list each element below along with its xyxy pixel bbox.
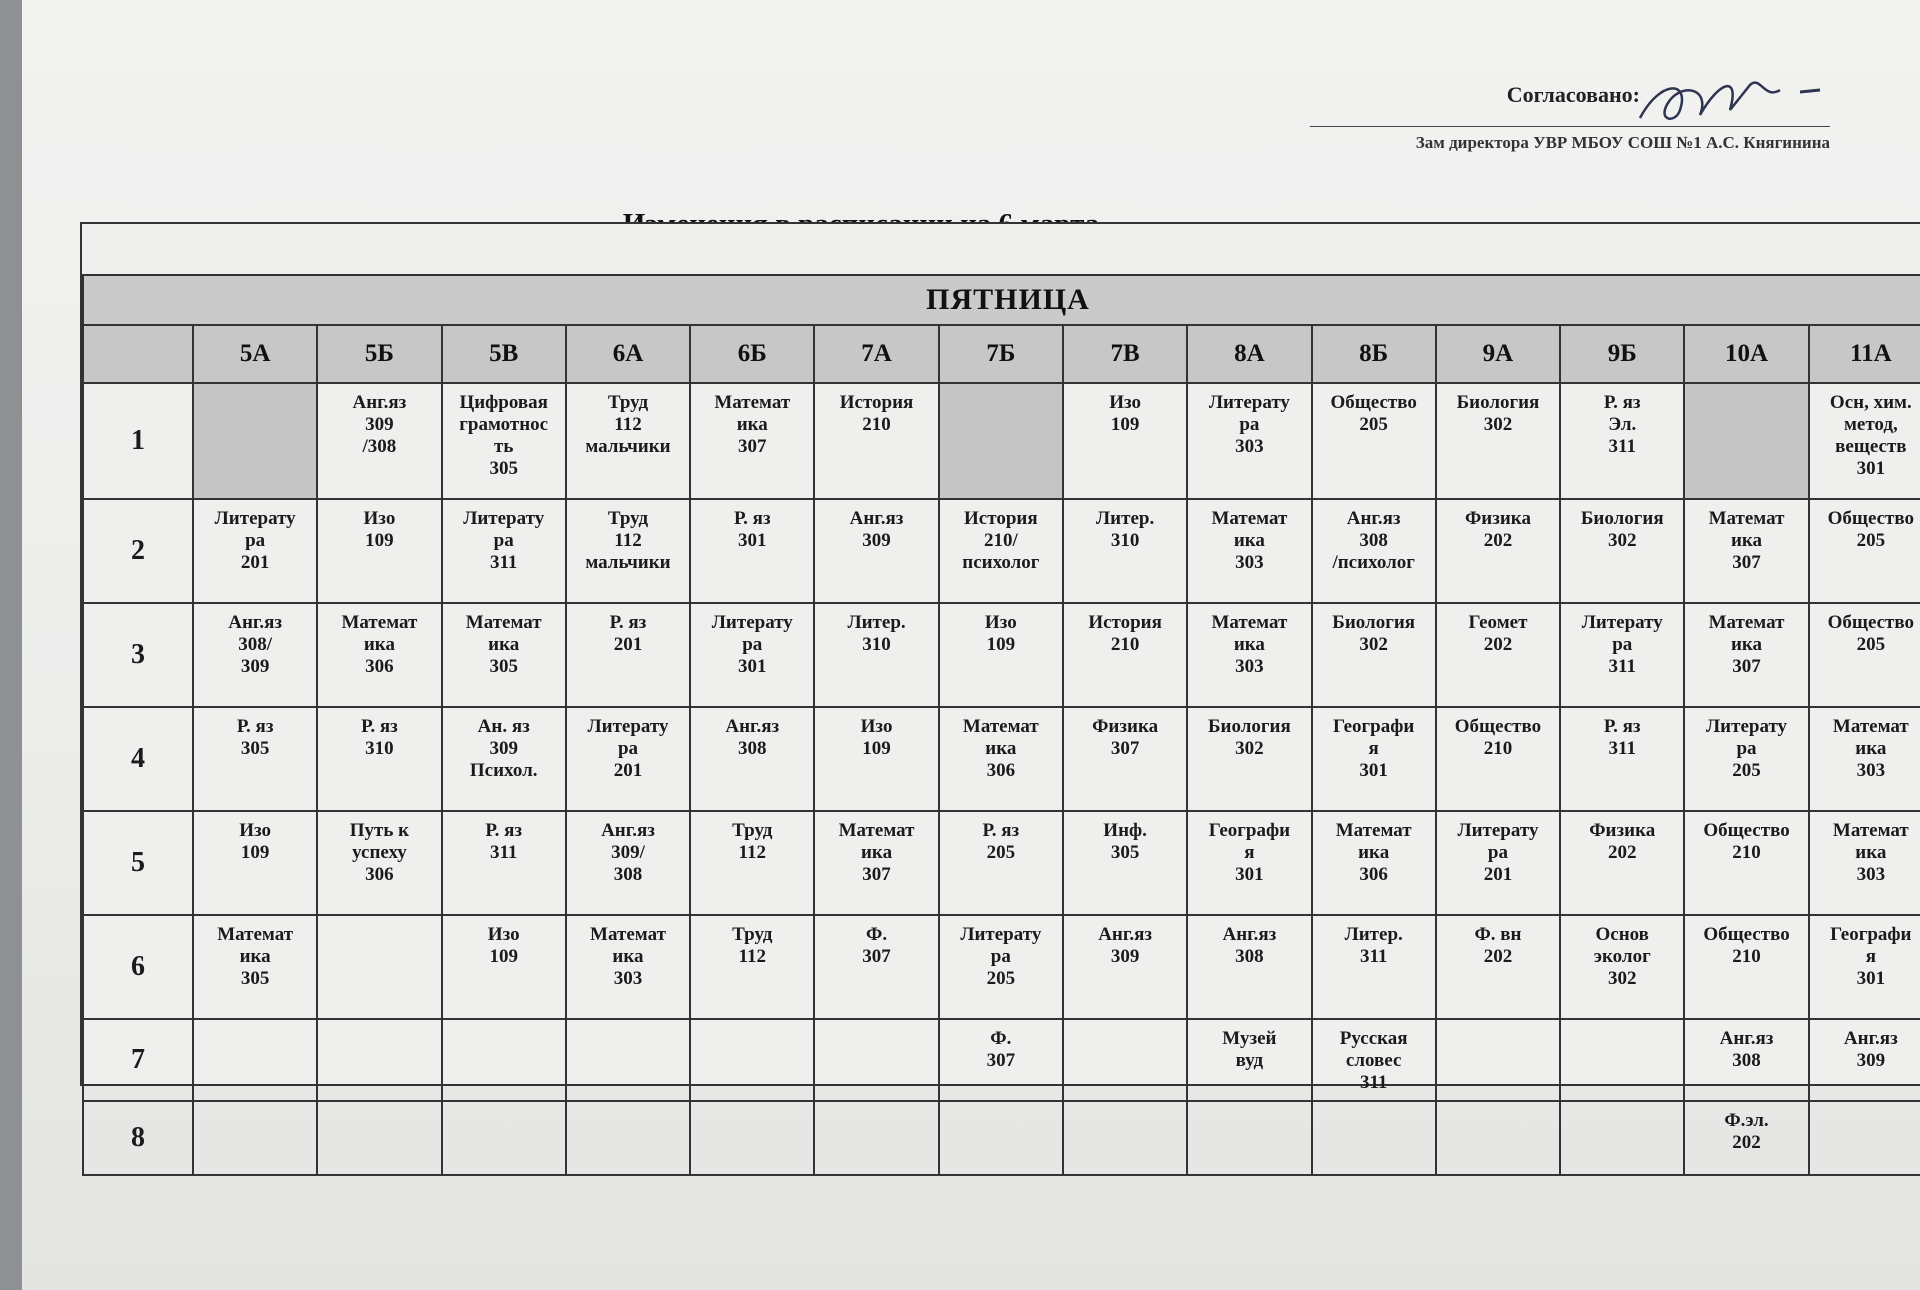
schedule-cell: Ф. 307 <box>939 1019 1063 1101</box>
schedule-table <box>82 274 1920 1176</box>
schedule-cell: Физика 307 <box>1063 707 1187 811</box>
schedule-cell: Литерату ра 205 <box>1684 707 1808 811</box>
lesson-number: 4 <box>83 707 193 811</box>
schedule-cell: Математ ика 307 <box>1684 499 1808 603</box>
schedule-cell: Анг.яз 308 <box>1187 915 1311 1019</box>
schedule-cell: Математ ика 306 <box>939 707 1063 811</box>
lesson-row <box>83 811 1920 915</box>
schedule-cell: Р. яз 305 <box>193 707 317 811</box>
schedule-cell <box>1560 1019 1684 1101</box>
schedule-cell <box>1063 1101 1187 1175</box>
lesson-number: 1 <box>83 383 193 499</box>
schedule-cell: Литерату ра 201 <box>566 707 690 811</box>
schedule-cell: Изо 109 <box>442 915 566 1019</box>
schedule-cell: Основ эколог 302 <box>1560 915 1684 1019</box>
class-header: 11А <box>1809 325 1920 383</box>
schedule-cell: Осн, хим. метод, веществ 301 <box>1809 383 1920 499</box>
signature-image <box>1630 70 1830 130</box>
schedule-cell: Анг.яз 309 /308 <box>317 383 441 499</box>
schedule-cell: Литерату ра 205 <box>939 915 1063 1019</box>
schedule-cell: Географи я 301 <box>1187 811 1311 915</box>
schedule-cell: Биология 302 <box>1187 707 1311 811</box>
schedule-cell: Р. яз 311 <box>442 811 566 915</box>
schedule-cell: Труд 112 <box>690 915 814 1019</box>
schedule-cell: Математ ика 307 <box>814 811 938 915</box>
schedule-cell: Ф.эл. 202 <box>1684 1101 1808 1175</box>
schedule-cell: Физика 202 <box>1436 499 1560 603</box>
schedule-cell <box>317 1101 441 1175</box>
schedule-cell: Труд 112 мальчики <box>566 383 690 499</box>
schedule-cell <box>814 1019 938 1101</box>
schedule-cell: Изо 109 <box>1063 383 1187 499</box>
class-header: 7А <box>814 325 938 383</box>
schedule-cell: Анг.яз 309 <box>1809 1019 1920 1101</box>
schedule-cell: Общество 205 <box>1809 603 1920 707</box>
lesson-number: 2 <box>83 499 193 603</box>
schedule-cell: Р. яз 205 <box>939 811 1063 915</box>
schedule-cell: Математ ика 303 <box>1809 707 1920 811</box>
schedule-cell <box>317 915 441 1019</box>
schedule-cell: Общество 210 <box>1436 707 1560 811</box>
schedule-cell <box>1187 1101 1311 1175</box>
schedule-cell: Изо 109 <box>814 707 938 811</box>
schedule-cell: Географи я 301 <box>1809 915 1920 1019</box>
schedule-cell: Ф. вн 202 <box>1436 915 1560 1019</box>
schedule-cell <box>193 1019 317 1101</box>
schedule-cell: Математ ика 303 <box>1187 499 1311 603</box>
class-header: 5А <box>193 325 317 383</box>
schedule-cell <box>690 1101 814 1175</box>
schedule-cell <box>566 1019 690 1101</box>
lesson-number: 8 <box>83 1101 193 1175</box>
schedule-cell: Математ ика 303 <box>1187 603 1311 707</box>
schedule-cell: Математ ика 306 <box>1312 811 1436 915</box>
schedule-cell: Биология 302 <box>1560 499 1684 603</box>
schedule-cell: Литерату ра 201 <box>1436 811 1560 915</box>
schedule-cell: Труд 112 <box>690 811 814 915</box>
approval-label: Согласовано: <box>1506 82 1640 107</box>
schedule-cell: Русская словес 311 <box>1312 1019 1436 1101</box>
schedule-cell: Литерату ра 201 <box>193 499 317 603</box>
schedule-cell: Математ ика 307 <box>690 383 814 499</box>
schedule-cell <box>1560 1101 1684 1175</box>
schedule-cell <box>1809 1101 1920 1175</box>
schedule-cell <box>1684 383 1808 499</box>
schedule-cell: Математ ика 303 <box>566 915 690 1019</box>
day-header: ПЯТНИЦА <box>83 275 1920 325</box>
class-header-row <box>83 325 1920 383</box>
schedule-cell: История 210 <box>814 383 938 499</box>
lesson-number: 3 <box>83 603 193 707</box>
schedule-cell <box>193 1101 317 1175</box>
schedule-cell: Математ ика 307 <box>1684 603 1808 707</box>
schedule-cell: Анг.яз 309 <box>814 499 938 603</box>
schedule-cell <box>1436 1101 1560 1175</box>
schedule-cell: Математ ика 303 <box>1809 811 1920 915</box>
lesson-number: 5 <box>83 811 193 915</box>
lesson-row <box>83 499 1920 603</box>
schedule-cell: Труд 112 мальчики <box>566 499 690 603</box>
schedule-cell: Р. яз 311 <box>1560 707 1684 811</box>
lesson-number: 6 <box>83 915 193 1019</box>
schedule-cell: Географи я 301 <box>1312 707 1436 811</box>
schedule-cell: Общество 205 <box>1809 499 1920 603</box>
class-header: 7Б <box>939 325 1063 383</box>
schedule-cell: Цифровая грамотнос ть 305 <box>442 383 566 499</box>
schedule-cell: Анг.яз 309 <box>1063 915 1187 1019</box>
schedule-cell: Ф. 307 <box>814 915 938 1019</box>
schedule-cell: Математ ика 306 <box>317 603 441 707</box>
schedule-cell <box>939 383 1063 499</box>
schedule-cell: Литер. 310 <box>814 603 938 707</box>
schedule-cell: Биология 302 <box>1312 603 1436 707</box>
approver-name: Зам директора УВР МБОУ СОШ №1 А.С. Княгинина <box>1415 133 1830 152</box>
class-header: 5В <box>442 325 566 383</box>
schedule-cell <box>1436 1019 1560 1101</box>
schedule-cell <box>690 1019 814 1101</box>
schedule-cell: Общество 210 <box>1684 811 1808 915</box>
schedule-cell: Геомет 202 <box>1436 603 1560 707</box>
schedule-cell: Литерату ра 303 <box>1187 383 1311 499</box>
lesson-row <box>83 1101 1920 1175</box>
schedule-cell: Математ ика 305 <box>193 915 317 1019</box>
lesson-row <box>83 1019 1920 1101</box>
schedule-cell: Ан. яз 309 Психол. <box>442 707 566 811</box>
schedule-cell: Литерату ра 311 <box>1560 603 1684 707</box>
day-row <box>83 275 1920 325</box>
schedule-cell: Р. яз 310 <box>317 707 441 811</box>
lesson-row <box>83 383 1920 499</box>
schedule-cell: Анг.яз 308/ 309 <box>193 603 317 707</box>
schedule-cell <box>317 1019 441 1101</box>
schedule-cell: Инф. 305 <box>1063 811 1187 915</box>
class-header: 9А <box>1436 325 1560 383</box>
schedule-cell: Р. яз 301 <box>690 499 814 603</box>
class-header: 10А <box>1684 325 1808 383</box>
schedule-cell: Литер. 310 <box>1063 499 1187 603</box>
paper-sheet <box>22 0 1920 1290</box>
schedule-cell <box>939 1101 1063 1175</box>
schedule-cell: Анг.яз 308 <box>1684 1019 1808 1101</box>
class-header: 5Б <box>317 325 441 383</box>
class-header: 7В <box>1063 325 1187 383</box>
schedule-cell: Изо 109 <box>317 499 441 603</box>
schedule-cell: Математ ика 305 <box>442 603 566 707</box>
corner-cell <box>83 325 193 383</box>
class-header: 6А <box>566 325 690 383</box>
schedule-cell: История 210/ психолог <box>939 499 1063 603</box>
schedule-cell: Р. яз Эл. 311 <box>1560 383 1684 499</box>
schedule-cell: Биология 302 <box>1436 383 1560 499</box>
schedule-cell <box>1063 1019 1187 1101</box>
schedule-cell: Литерату ра 311 <box>442 499 566 603</box>
schedule-cell: Литерату ра 301 <box>690 603 814 707</box>
class-header: 6Б <box>690 325 814 383</box>
schedule-cell: Путь к успеху 306 <box>317 811 441 915</box>
schedule-cell <box>193 383 317 499</box>
schedule-cell: Р. яз 201 <box>566 603 690 707</box>
schedule-cell: Общество 210 <box>1684 915 1808 1019</box>
schedule-cell: История 210 <box>1063 603 1187 707</box>
schedule-cell: Анг.яз 309/ 308 <box>566 811 690 915</box>
schedule-cell <box>566 1101 690 1175</box>
schedule-cell: Литер. 311 <box>1312 915 1436 1019</box>
lesson-number: 7 <box>83 1019 193 1101</box>
lesson-row <box>83 915 1920 1019</box>
schedule-cell: Общество 205 <box>1312 383 1436 499</box>
lesson-row <box>83 707 1920 811</box>
schedule-cell <box>442 1019 566 1101</box>
schedule-cell: Изо 109 <box>193 811 317 915</box>
schedule-cell: Анг.яз 308 /психолог <box>1312 499 1436 603</box>
lesson-row <box>83 603 1920 707</box>
class-header: 8Б <box>1312 325 1436 383</box>
schedule-cell: Музей вуд <box>1187 1019 1311 1101</box>
class-header: 8А <box>1187 325 1311 383</box>
schedule-cell <box>442 1101 566 1175</box>
schedule-cell: Физика 202 <box>1560 811 1684 915</box>
class-header: 9Б <box>1560 325 1684 383</box>
schedule-cell: Изо 109 <box>939 603 1063 707</box>
schedule-frame <box>80 222 1920 1153</box>
schedule-cell <box>814 1101 938 1175</box>
schedule-cell <box>1312 1101 1436 1175</box>
schedule-cell: Анг.яз 308 <box>690 707 814 811</box>
